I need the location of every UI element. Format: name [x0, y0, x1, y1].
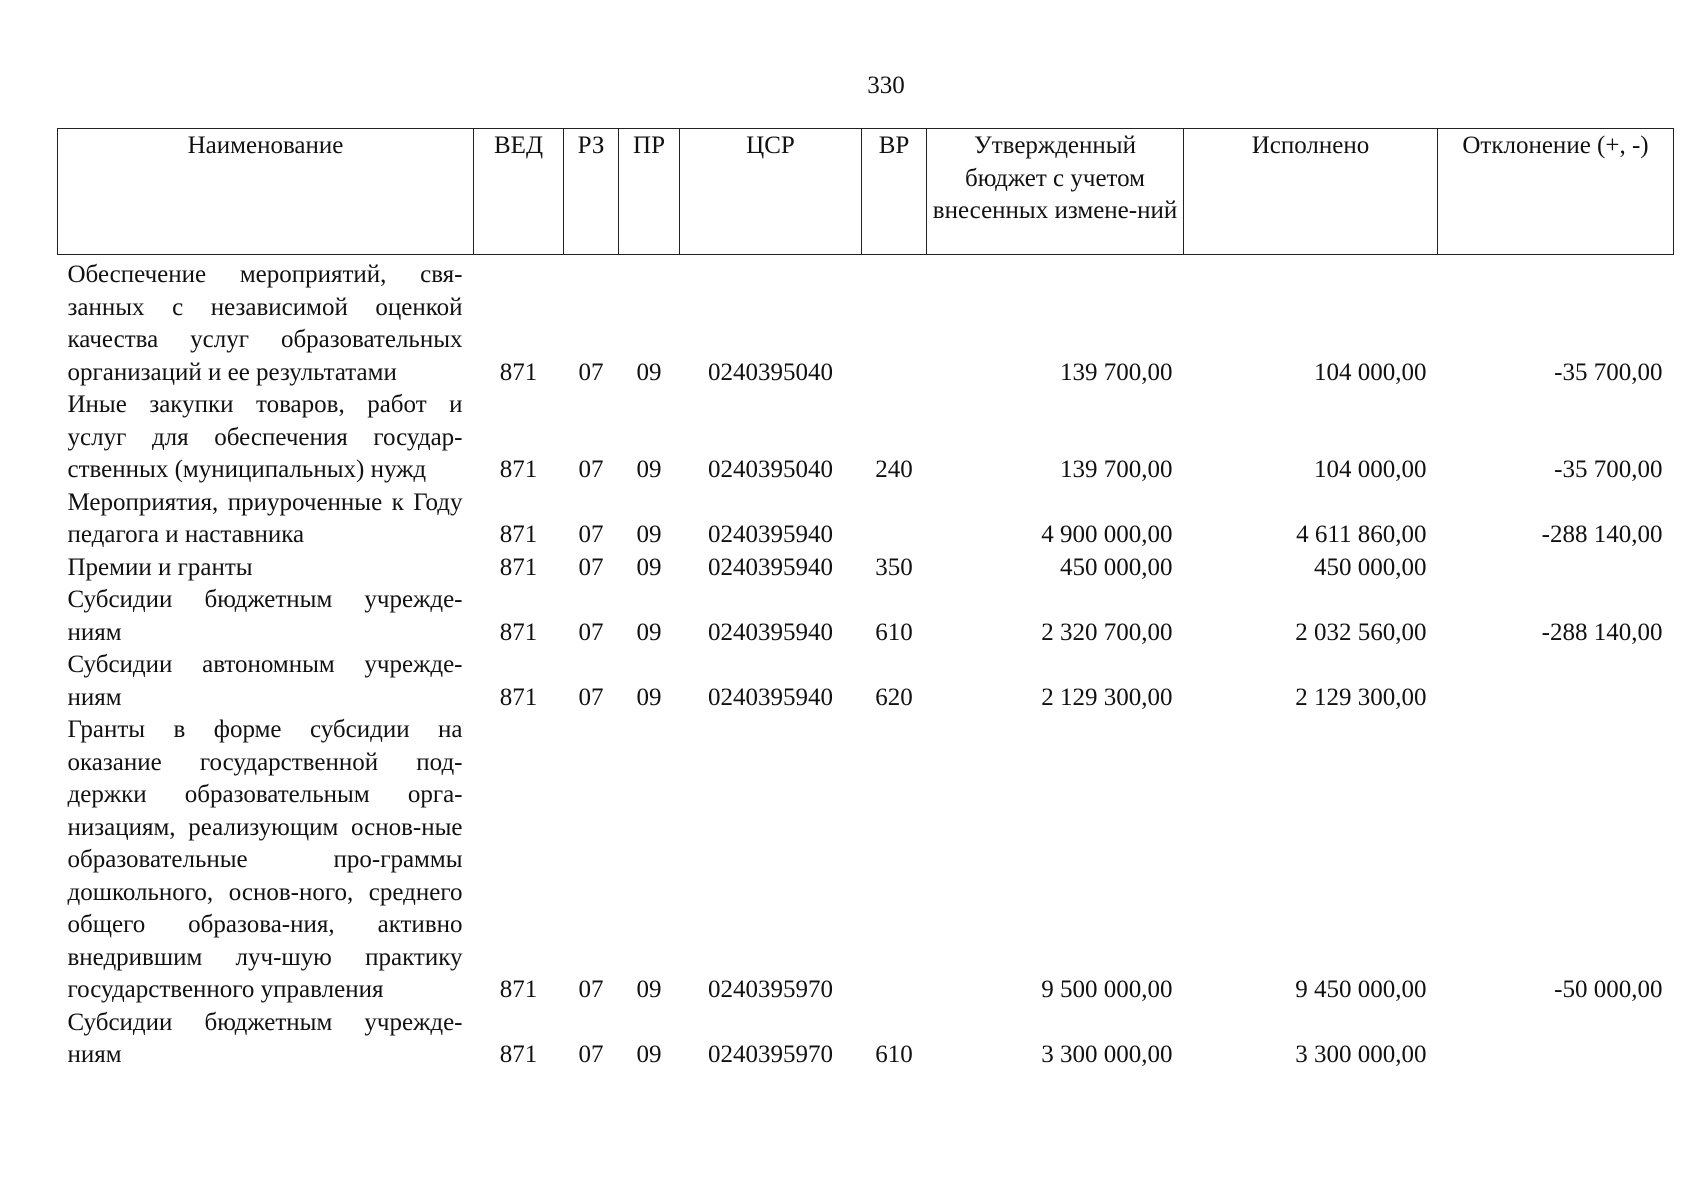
row-ved: 871: [499, 683, 538, 711]
row-rz: 07: [578, 553, 604, 581]
row-csr: 0240395940: [708, 618, 833, 646]
header-row: [58, 129, 1674, 255]
header-deviation: Отклонение (+, -): [1438, 129, 1674, 255]
row-name: Обеспечение мероприятий, свя-занных с независимой оценкой качества услуг образовательных организаций и ее результатами: [67, 261, 463, 386]
row-vr: 610: [875, 618, 913, 646]
row-csr: 0240395940: [708, 521, 833, 548]
header-approved: Утвержденный бюджет с учетом внесенных измене-ний: [927, 129, 1184, 255]
row-rz: 07: [578, 456, 604, 483]
row-executed: 104 000,00: [1314, 456, 1427, 483]
row-name: Субсидии бюджетным учрежде-ниям: [67, 1008, 463, 1068]
row-pr: 09: [636, 358, 662, 386]
row-pr: 09: [636, 553, 662, 581]
table-row: [58, 552, 1674, 585]
row-vr: 610: [875, 1041, 913, 1068]
header-csr: ЦСР: [680, 129, 862, 255]
row-deviation: -35 700,00: [1554, 456, 1663, 483]
row-deviation: [1438, 649, 1674, 714]
row-name: Гранты в форме субсидии на оказание государственной под-держки образовательным орга-низациям, реализующим основ-ные образовательные про-граммы дошкольного, основ-ного, среднего общего образова-ния, активно внедрившим луч-шую практику государственного управления: [67, 716, 463, 1003]
header-ved: ВЕД: [474, 129, 564, 255]
row-executed: 4 611 860,00: [1296, 521, 1427, 548]
row-pr: 09: [636, 456, 662, 483]
row-approved: 2 320 700,00: [1041, 618, 1173, 646]
row-pr: 09: [636, 1041, 662, 1068]
table-row: [58, 487, 1674, 552]
row-name: Субсидии бюджетным учрежде-ниям: [67, 586, 463, 646]
row-ved: 871: [499, 976, 538, 1003]
row-approved: 4 900 000,00: [1041, 521, 1173, 548]
row-csr: 0240395970: [708, 976, 833, 1003]
row-executed: 9 450 000,00: [1295, 976, 1427, 1003]
row-pr: 09: [636, 618, 662, 646]
row-csr: 0240395970: [708, 1041, 833, 1068]
row-executed: 450 000,00: [1314, 553, 1427, 581]
row-executed: 2 032 560,00: [1295, 618, 1427, 646]
row-vr: 350: [875, 553, 913, 581]
row-ved: 871: [499, 618, 538, 646]
table-row: [58, 1007, 1674, 1072]
row-csr: 0240395940: [708, 553, 833, 581]
row-csr: 0240395940: [708, 683, 833, 711]
row-rz: 07: [578, 618, 604, 646]
row-ved: 871: [499, 521, 538, 548]
row-vr: [862, 714, 927, 1007]
row-vr: 620: [875, 683, 913, 711]
row-approved: 2 129 300,00: [1041, 683, 1173, 711]
row-name: Мероприятия, приуроченные к Году педагога и наставника: [67, 488, 463, 548]
header-executed: Исполнено: [1184, 129, 1438, 255]
page-number: 330: [867, 72, 905, 99]
row-deviation: -50 000,00: [1554, 976, 1663, 1003]
header-rz: РЗ: [564, 129, 619, 255]
row-name: Иные закупки товаров, работ и услуг для обеспечения государ-ственных (муниципальных) нужд: [67, 391, 463, 483]
row-vr: [862, 487, 927, 552]
row-ved: 871: [499, 358, 538, 386]
row-deviation: -35 700,00: [1554, 358, 1663, 386]
row-approved: 9 500 000,00: [1041, 976, 1173, 1003]
table-row: [58, 584, 1674, 649]
budget-execution-table: [57, 128, 1674, 1072]
table-row: [58, 714, 1674, 1007]
row-rz: 07: [578, 1041, 604, 1068]
row-rz: 07: [578, 683, 604, 711]
row-approved: 139 700,00: [1060, 456, 1173, 483]
row-deviation: -288 140,00: [1541, 521, 1663, 548]
row-deviation: [1438, 1007, 1674, 1072]
header-pr: ПР: [619, 129, 680, 255]
row-approved: 3 300 000,00: [1041, 1041, 1173, 1068]
row-name: Субсидии автономным учрежде-ниям: [67, 651, 463, 711]
row-executed: 3 300 000,00: [1295, 1041, 1427, 1068]
row-pr: 09: [636, 976, 662, 1003]
row-pr: 09: [636, 683, 662, 711]
row-ved: 871: [499, 456, 538, 483]
row-approved: 450 000,00: [1060, 553, 1173, 581]
header-vr: ВР: [862, 129, 927, 255]
row-ved: 871: [499, 1041, 538, 1068]
row-ved: 871: [499, 553, 538, 581]
row-executed: 2 129 300,00: [1295, 683, 1427, 711]
header-name: Наименование: [58, 129, 474, 255]
table-row: [58, 389, 1674, 487]
row-deviation: [1438, 552, 1674, 585]
row-deviation: -288 140,00: [1541, 618, 1663, 646]
table-body: [58, 255, 1674, 1072]
row-csr: 0240395040: [708, 456, 833, 483]
row-rz: 07: [578, 976, 604, 1003]
row-pr: 09: [636, 521, 662, 548]
row-vr: [862, 255, 927, 390]
row-vr: 240: [875, 456, 913, 483]
table-row: [58, 255, 1674, 390]
table-header: [58, 129, 1674, 255]
table-row: [58, 649, 1674, 714]
row-csr: 0240395040: [708, 358, 833, 386]
row-rz: 07: [578, 521, 604, 548]
row-executed: 104 000,00: [1314, 358, 1427, 386]
row-approved: 139 700,00: [1060, 358, 1173, 386]
row-rz: 07: [578, 358, 604, 386]
row-name: Премии и гранты: [67, 553, 253, 581]
